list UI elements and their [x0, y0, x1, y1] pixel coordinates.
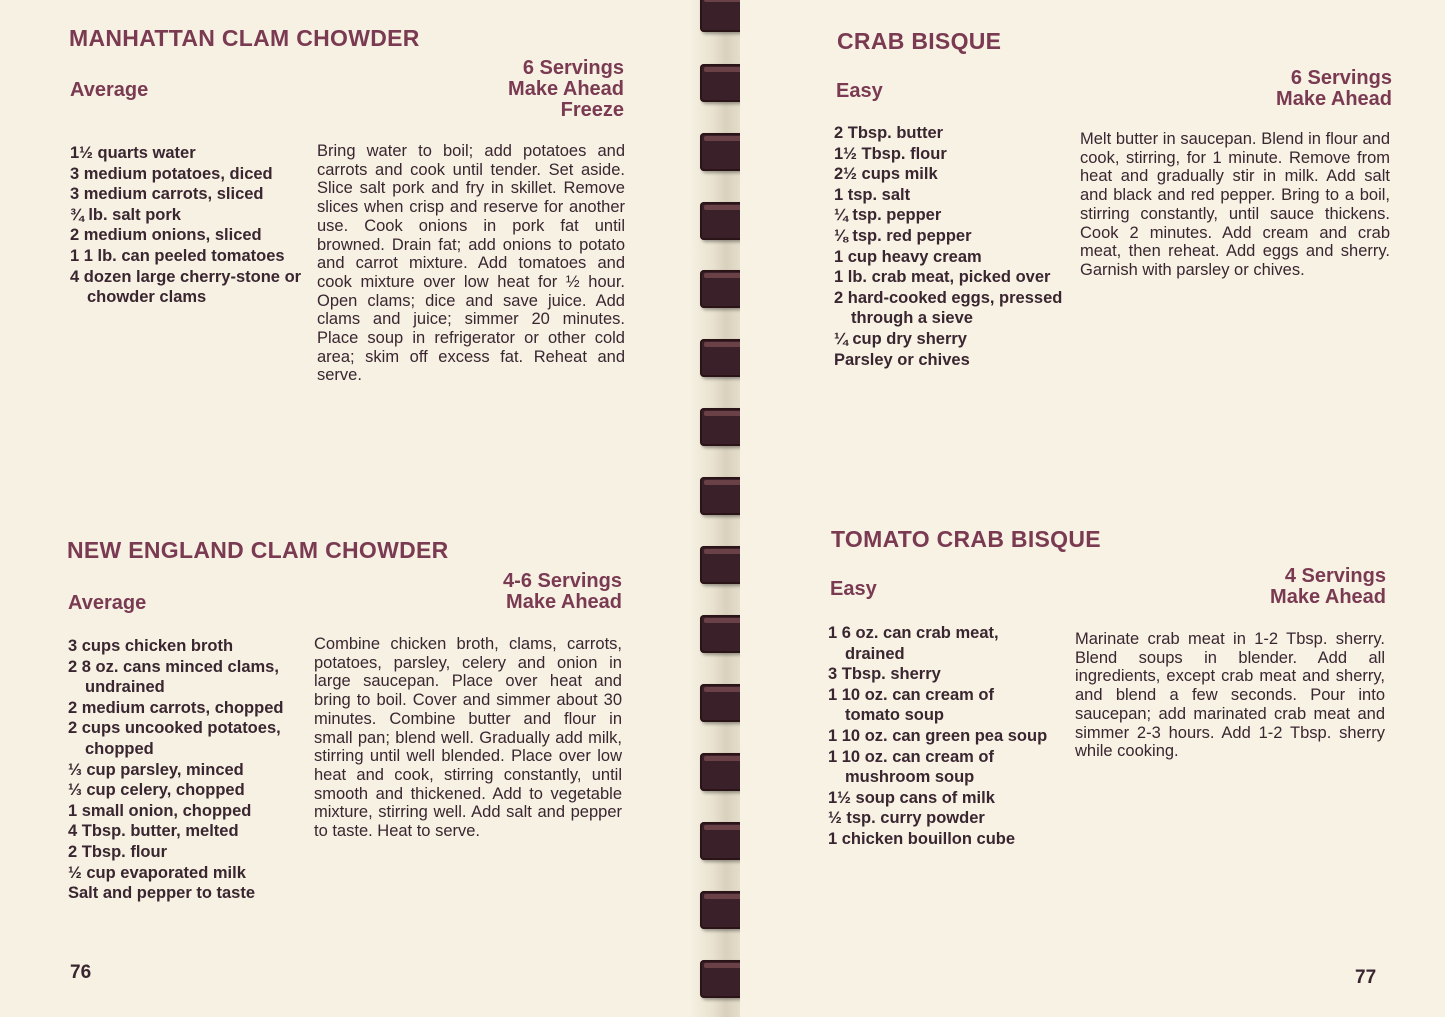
ingredient: ¼ tsp. pepper — [834, 206, 942, 225]
ingredient: Salt and pepper to taste — [68, 884, 256, 903]
ingredient: 1 10 oz. can cream of tomato soup — [828, 685, 994, 725]
ingredient: 2½ cups milk — [834, 165, 938, 184]
ingredient: 2 8 oz. cans minced clams, undrained — [68, 657, 279, 697]
ingredient: 1 10 oz. can cream of mushroom soup — [828, 747, 994, 787]
difficulty-level: Average — [68, 592, 147, 614]
left-page — [0, 0, 712, 1017]
ingredient: 1 tsp. salt — [834, 185, 911, 204]
ingredient: ⅓ cup parsley, minced — [68, 760, 244, 779]
servings: 4-6 Servings — [503, 570, 622, 592]
ingredient: 1 10 oz. can green pea soup — [828, 726, 1048, 745]
ingredient: 1 lb. crab meat, picked over — [834, 268, 1051, 287]
ingredient: 3 Tbsp. sherry — [828, 665, 941, 684]
ingredient: 3 medium carrots, sliced — [70, 185, 264, 204]
ingredient: 2 Tbsp. flour — [68, 842, 167, 861]
page-number: 76 — [70, 962, 92, 983]
ingredient: 2 cups uncooked potatoes, chopped — [68, 719, 281, 758]
ingredient: ½ cup evaporated milk — [68, 863, 246, 882]
difficulty-level: Easy — [836, 80, 883, 102]
difficulty-level: Average — [70, 79, 149, 101]
make-ahead-note: Make Ahead — [508, 78, 624, 100]
recipe-meta — [503, 571, 622, 613]
instructions: Melt butter in saucepan. Blend in flour and cook, stirring, for 1 minute. Remove from heat and gradually stir in milk. Add salt and black and red pepper. Bring to a boil, stirring constantly, until sauce thickens. Cook 2 minutes. Add cream and crab meat, then reheat. Add eggs and sherry. Garnish with parsley or chives. — [1080, 130, 1390, 279]
ingredient: ¾ lb. salt pork — [70, 205, 181, 224]
ingredient: 1 cup heavy cream — [834, 247, 982, 266]
recipe-title: TOMATO CRAB BISQUE — [831, 526, 1101, 552]
ingredient-list — [70, 143, 302, 308]
ingredient: ½ tsp. curry powder — [828, 809, 985, 828]
ingredient: 1½ soup cans of milk — [828, 788, 995, 807]
freeze-note: Freeze — [560, 99, 624, 121]
ingredient: 2 Tbsp. butter — [834, 124, 944, 142]
ingredient: 2 medium carrots, chopped — [68, 698, 284, 717]
instructions: Marinate crab meat in 1-2 Tbsp. sherry. Blend soups in blender. Add all ingredients, except crab meat and sherry, and blend a few seconds. Pour into saucepan; add marinated crab meat and simmer 2-3 hours. Add 1-2 Tbsp. sherry while cooking. — [1075, 630, 1385, 761]
ingredient: 1 small onion, chopped — [68, 801, 252, 820]
recipe-meta — [508, 58, 624, 121]
instructions: Bring water to boil; add potatoes and carrots and cook until tender. Set aside. Slice salt pork and fry in skillet. Remove slices when crisp and reserve for another use. Cook onions in pork fat until browned. Drain fat; add onions to potato and carrot mixture. Add tomatoes and cook mixture over low heat for ½ hour. Open clams; dice and save juice. Add clams and juice; simmer 20 minutes. Place soup in refrigerator or other cold area; skim off excess fat. Reheat and serve. — [317, 142, 625, 385]
ingredient: 1 6 oz. can crab meat, drained — [828, 624, 999, 663]
ingredient-list — [834, 123, 1064, 370]
ingredient: 3 cups chicken broth — [68, 637, 234, 655]
instructions: Combine chicken broth, clams, carrots, potatoes, parsley, celery and onion in large saucepan. Place over heat and bring to boil. Cover and simmer about 30 minutes. Combine butter and flour in small pan; blend well. Gradually add milk, stirring until well blended. Place over low heat and cook, stirring constantly, until smooth and thickened. Add to vegetable mixture, stirring well. Add salt and pepper to taste. Heat to serve. — [314, 635, 622, 841]
ingredient: 2 hard-cooked eggs, pressed through a sieve — [834, 288, 1063, 328]
ingredient: 4 Tbsp. butter, melted — [68, 822, 239, 841]
make-ahead-note: Make Ahead — [506, 591, 622, 613]
make-ahead-note: Make Ahead — [1276, 88, 1392, 110]
servings: 6 Servings — [1290, 67, 1392, 89]
ingredient: 3 medium potatoes, diced — [70, 164, 273, 183]
recipe-meta — [1276, 68, 1392, 110]
ingredient: 1½ quarts water — [70, 144, 196, 162]
ingredient-list — [68, 636, 303, 904]
ingredient: Parsley or chives — [834, 350, 970, 369]
make-ahead-note: Make Ahead — [1270, 586, 1386, 608]
recipe-title: MANHATTAN CLAM CHOWDER — [69, 25, 420, 51]
recipe-title: CRAB BISQUE — [837, 28, 1002, 54]
right-page — [740, 0, 1445, 1017]
servings: 4 Servings — [1284, 565, 1386, 587]
recipe-meta — [1270, 566, 1386, 608]
ingredient: 1½ Tbsp. flour — [834, 144, 947, 163]
ingredient: ⅓ cup celery, chopped — [68, 781, 245, 800]
ingredient: ⅛ tsp. red pepper — [834, 226, 972, 245]
ingredient: 1 chicken bouillon cube — [828, 829, 1016, 848]
ingredient: 1 1 lb. can peeled tomatoes — [70, 246, 285, 265]
ingredient-list — [828, 623, 1048, 850]
ingredient: ¼ cup dry sherry — [834, 329, 967, 348]
page-number: 77 — [1355, 967, 1377, 988]
servings: 6 Servings — [522, 57, 624, 79]
recipe-title: NEW ENGLAND CLAM CHOWDER — [67, 537, 449, 563]
ingredient: 2 medium onions, sliced — [70, 226, 262, 245]
difficulty-level: Easy — [830, 578, 877, 600]
ingredient: 4 dozen large cherry-stone or chowder clams — [70, 267, 302, 307]
